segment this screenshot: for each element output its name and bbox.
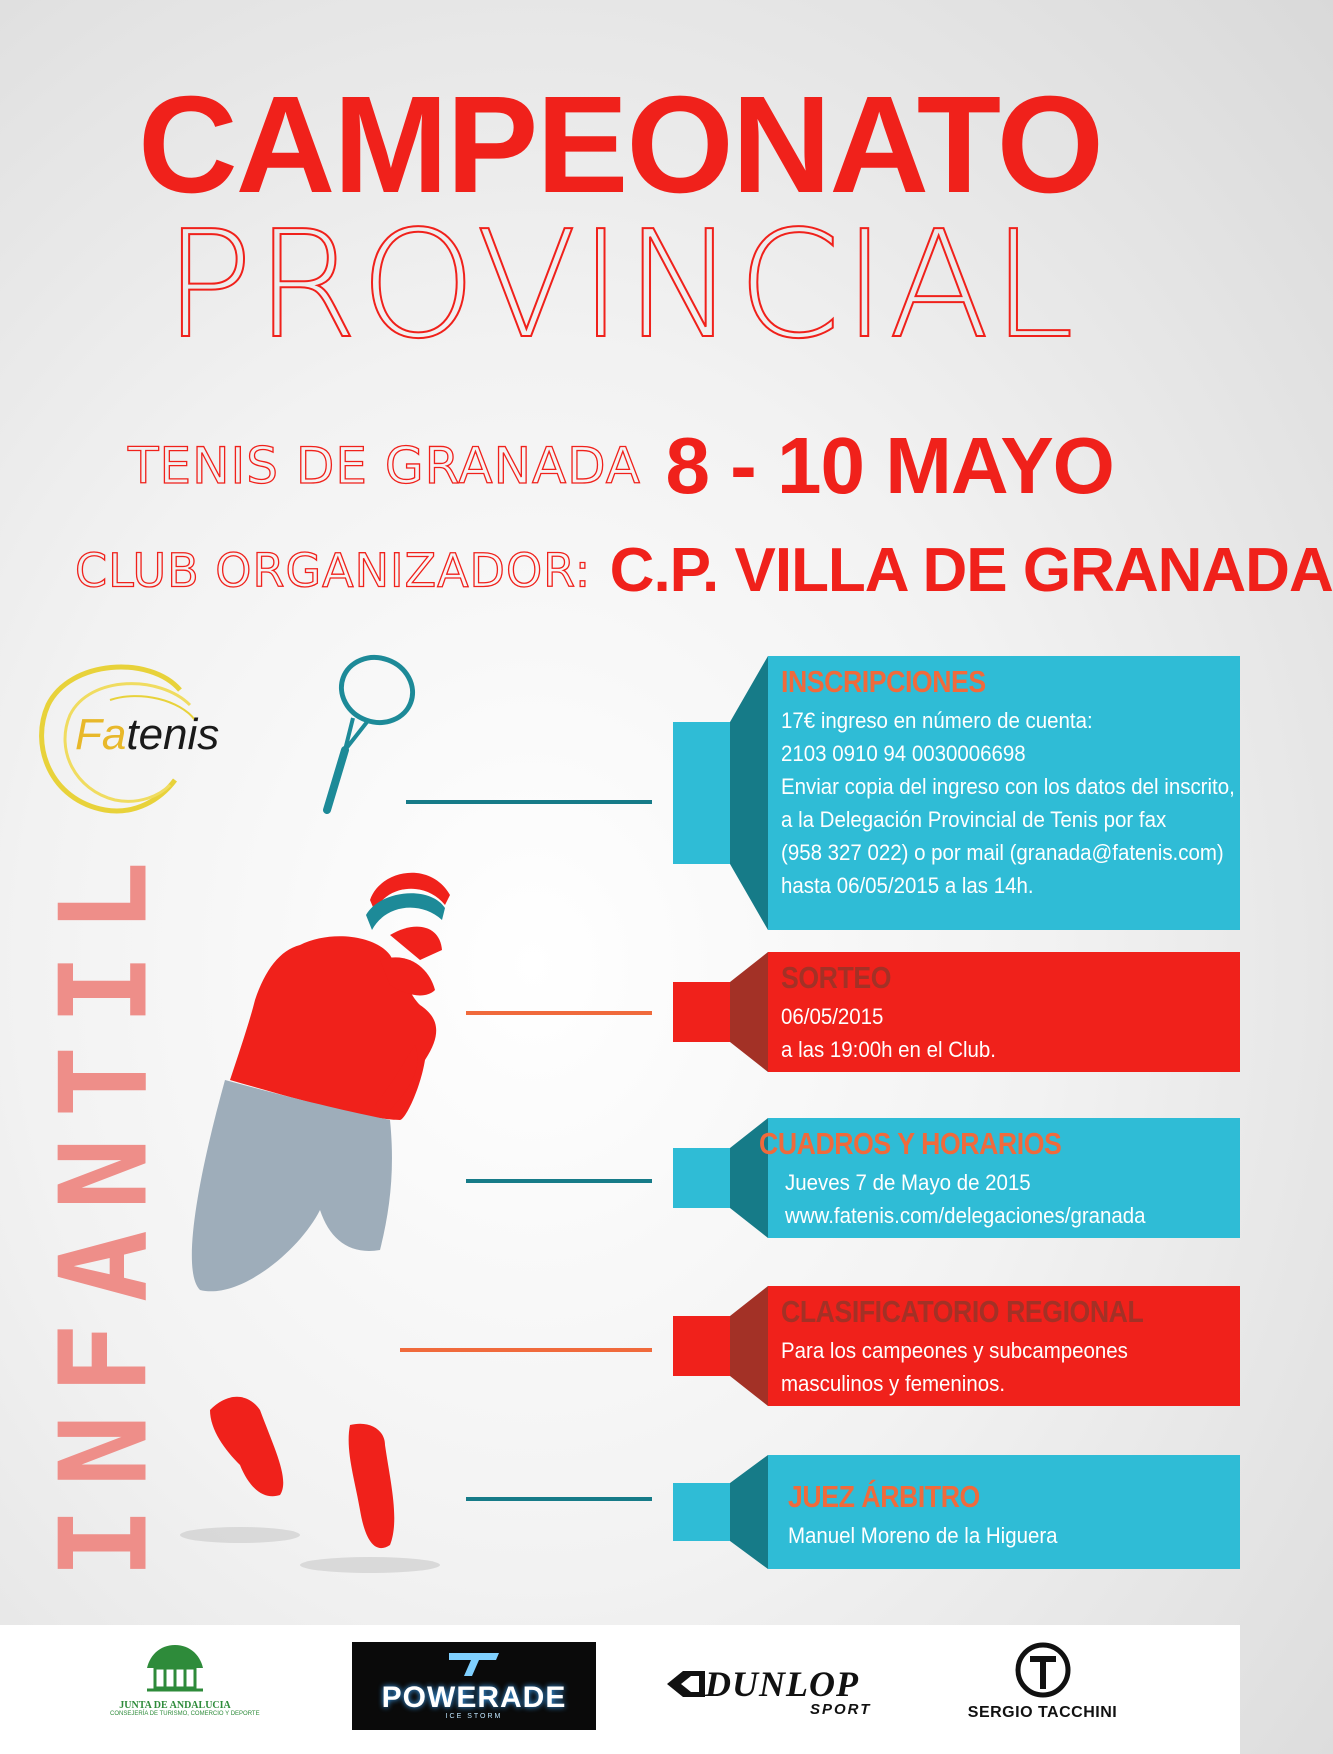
card-text: a las 19:00h en el Club.	[781, 1037, 996, 1062]
fatenis-wordmark: Fatenis	[75, 710, 220, 759]
tennis-player-illustration	[180, 650, 480, 1610]
card-text: (958 327 022) o por mail (granada@fatenis.com)	[781, 840, 1224, 865]
card-heading: JUEZ ÁRBITRO	[788, 1479, 980, 1514]
event-dates: 8 - 10 MAYO	[665, 421, 1114, 510]
card-text: 06/05/2015	[781, 1004, 884, 1029]
junta-name: JUNTA DE ANDALUCIA	[119, 1700, 231, 1711]
connector-line	[466, 1179, 652, 1183]
card-content	[788, 1479, 1230, 1552]
powerade-logo	[352, 1642, 596, 1730]
card-text: 2103 0910 94 0030006698	[781, 741, 1026, 766]
info-card-sorteo	[673, 952, 1240, 1072]
event-name: TENIS DE GRANADA	[128, 437, 641, 495]
junta-emblem-icon	[125, 1640, 225, 1695]
connector-line	[400, 1348, 652, 1352]
card-text: www.fatenis.com/delegaciones/granada	[785, 1203, 1146, 1228]
event-line	[128, 420, 1114, 510]
title-campeonato: CAMPEONATO	[138, 68, 1102, 222]
card-heading: CLASIFICATORIO REGIONAL	[781, 1294, 1144, 1329]
powerade-name: POWERADE	[381, 1681, 567, 1714]
card-heading: INSCRIPCIONES	[781, 664, 986, 699]
sergio-tacchini-logo	[955, 1641, 1130, 1741]
connector-line	[466, 1011, 652, 1015]
title-provincial: PROVINCIAL	[163, 199, 1077, 371]
card-content	[781, 1294, 1230, 1400]
junta-dept: CONSEJERÍA DE TURISMO, COMERCIO Y DEPORTE	[110, 1711, 260, 1717]
club-line	[75, 535, 1333, 605]
info-card-cuadros	[673, 1118, 1240, 1238]
card-heading: SORTEO	[781, 960, 891, 995]
info-card-juez	[673, 1455, 1240, 1569]
card-content	[781, 960, 1230, 1066]
sponsor-footer	[0, 1625, 1240, 1754]
club-label: CLUB ORGANIZADOR:	[75, 543, 592, 598]
category-label-area	[35, 841, 175, 1579]
category-label: INFANTIL	[35, 841, 175, 1579]
info-card-clasificatorio	[673, 1286, 1240, 1406]
powerade-sub: ICE STORM	[445, 1713, 503, 1720]
tacchini-st-icon	[1014, 1641, 1072, 1699]
connector-line	[466, 1497, 652, 1501]
card-text: a la Delegación Provincial de Tenis por fax	[781, 807, 1167, 832]
tacchini-name: SERGIO TACCHINI	[967, 1704, 1118, 1721]
dunlop-logo	[665, 1663, 930, 1723]
card-text: hasta 06/05/2015 a las 14h.	[781, 873, 1034, 898]
card-text: Para los campeones y subcampeones	[781, 1338, 1128, 1363]
junta-andalucia-logo	[110, 1640, 260, 1740]
info-card-inscripciones	[673, 656, 1240, 930]
powerade-mark-icon	[444, 1648, 504, 1678]
card-text: Manuel Moreno de la Higuera	[788, 1523, 1058, 1548]
card-heading: CUADROS Y HORARIOS	[759, 1126, 1062, 1161]
card-content	[759, 1126, 1230, 1232]
dunlop-sub: SPORT	[810, 1701, 872, 1718]
dunlop-name: DUNLOP	[705, 1664, 859, 1704]
club-name: C.P. VILLA DE GRANADA	[609, 536, 1333, 605]
connector-line	[406, 800, 652, 804]
card-text: Jueves 7 de Mayo de 2015	[785, 1170, 1031, 1195]
dunlop-flying-d-icon	[665, 1667, 707, 1701]
card-text: masculinos y femeninos.	[781, 1371, 1006, 1396]
card-text: Enviar copia del ingreso con los datos del inscrito,	[781, 774, 1235, 799]
card-content	[781, 664, 1235, 902]
card-text: 17€ ingreso en número de cuenta:	[781, 708, 1093, 733]
